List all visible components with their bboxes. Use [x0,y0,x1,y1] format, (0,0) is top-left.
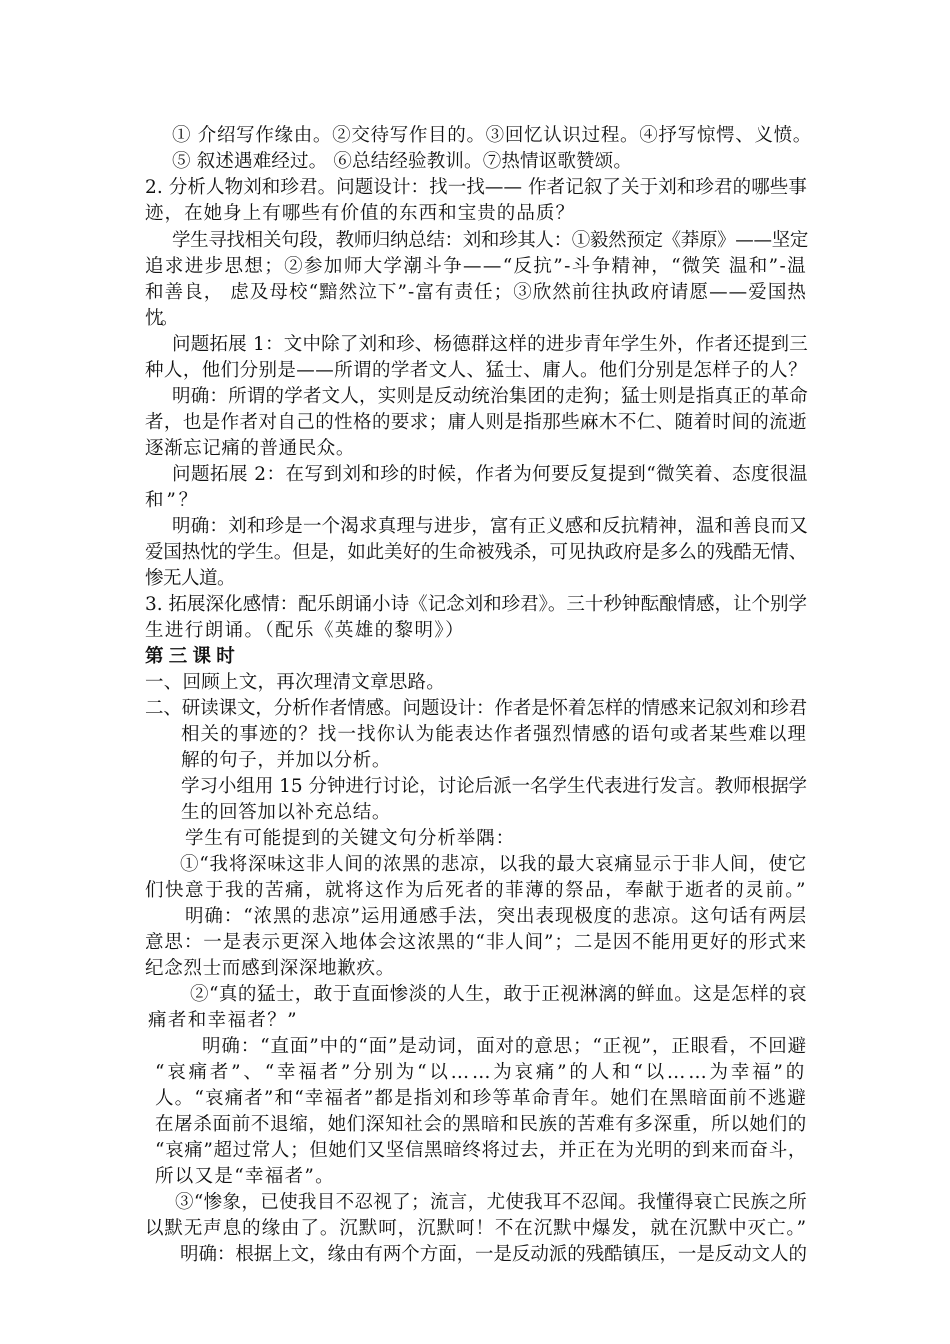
text-line: ②“真的猛士，敢于直面惨淡的人生，敢于正视淋漓的鲜血。这是怎样的哀 [190,984,807,1005]
text-line: 生进行朗诵。（配乐《英雄的黎明》） [145,620,465,641]
text-line: 学生寻找相关句段，教师归纳总结：刘和珍其人：①毅然预定《莽原》——坚定 [172,230,808,251]
text-line: 二、研读课文，分析作者情感。问题设计：作者是怀着怎样的情感来记叙刘和珍君 [145,698,807,719]
text-line: “哀痛者”、“幸福者”分别为“以……为哀痛”的人和“以……为幸福”的 [155,1062,807,1083]
text-line: 惨无人道。 [145,568,235,589]
text-line: 人。“哀痛者”和“幸福者”都是指刘和珍等革命青年。她们在黑暗面前不逃避 [155,1088,807,1109]
text-line: 解的句子，并加以分析。 [181,750,391,771]
text-line: 明确：根据上文，缘由有两个方面，一是反动派的残酷镇压，一是反动文人的 [180,1244,807,1265]
text-line: 学习小组用 15 分钟进行讨论，讨论后派一名学生代表进行发言。教师根据学 [181,776,807,797]
section-heading: 第三课时 [145,646,240,667]
text-line: 3. 拓展深化感情：配乐朗诵小诗《记念刘和珍君》。三十秒钟酝酿情感，让个别学 [145,594,807,615]
text-line: 明确：刘和珍是一个渴求真理与进步，富有正义感和反抗精神，温和善良而又 [172,516,808,537]
text-line: 种人，他们分别是——所谓的学者文人、猛士、庸人。他们分别是怎样子的人？ [145,360,807,381]
text-line: 意思：一是表示更深入地体会这浓黑的“非人间”；二是因不能用更好的形式来 [145,932,807,953]
text-line: 纪念烈士而感到深深地歉疚。 [145,958,395,979]
text-line: 生的回答加以补充总结。 [181,802,391,823]
text-line: 明确：“直面”中的“面”是动词，面对的意思；“正视”，正眼看，不回避 [202,1036,807,1057]
text-line: 问题拓展 1：文中除了刘和珍、杨德群这样的进步青年学生外，作者还提到三 [172,334,808,355]
text-line: 问题拓展 2：在写到刘和珍的时候，作者为何要反复提到“微笑着、态度很温 [172,464,808,485]
text-line: ①“我将深味这非人间的浓黑的悲凉，以我的最大哀痛显示于非人间，使它 [180,854,807,875]
text-line: 明确：所谓的学者文人，实则是反动统治集团的走狗；猛士则是指真正的革命 [172,386,808,407]
text-line: 相关的事迹的？找一找你认为能表达作者强烈情感的语句或者某些难以理 [181,724,807,745]
text-line: 爱国热忱的学生。但是，如此美好的生命被残杀，可见执政府是多么的残酷无情、 [145,542,807,563]
text-line: 以默无声息的缘由了。沉默呵，沉默呵！不在沉默中爆发，就在沉默中灭亡。” [145,1218,807,1239]
text-line: 所以又是“幸福者”。 [155,1166,335,1187]
text-line: 学生有可能提到的关键文句分析举隅： [185,828,515,849]
text-line: 忱。 [145,308,175,329]
text-line: ③“惨象，已使我目不忍视了；流言，尤使我耳不忍闻。我懂得衰亡民族之所 [175,1192,807,1213]
text-line: 逐渐忘记痛的普通民众。 [145,438,355,459]
text-line: 和”？ [145,490,200,511]
text-line: 者，也是作者对自己的性格的要求；庸人则是指那些麻木不仁、随着时间的流逝 [145,412,807,433]
text-line: ⑤ 叙述遇难经过。 ⑥总结经验教训。⑦热情讴歌赞颂。 [172,151,632,172]
text-line: 和善良， 虑及母校“黯然泣下”-富有责任；③欣然前往执政府请愿——爱国热 [145,282,807,303]
text-line: 追求进步思想；②参加师大学潮斗争——“反抗”-斗争精神，“微笑 温和”-温 [145,256,807,277]
text-line: 痛者和幸福者？” [148,1010,298,1031]
text-line: 明确：“浓黑的悲凉”运用通感手法，突出表现极度的悲凉。这句话有两层 [185,906,807,927]
text-line: “哀痛”超过常人；但她们又坚信黑暗终将过去，并正在为光明的到来而奋斗， [155,1140,807,1161]
text-line: 们快意于我的苦痛，就将这作为后死者的菲薄的祭品，奉献于逝者的灵前。” [145,880,807,901]
text-line: 2. 分析人物刘和珍君。问题设计：找一找—— 作者记叙了关于刘和珍君的哪些事 [145,177,807,198]
text-line: 在屠杀面前不退缩，她们深知社会的黑暗和民族的苦难有多深重，所以她们的 [155,1114,807,1135]
text-line: 迹，在她身上有哪些有价值的东西和宝贵的品质？ [145,203,575,224]
text-line: ① 介绍写作缘由。②交待写作目的。③回忆认识过程。④抒写惊愕、义愤。 [172,125,812,146]
text-line: 一、回顾上文，再次理清文章思路。 [145,672,445,693]
